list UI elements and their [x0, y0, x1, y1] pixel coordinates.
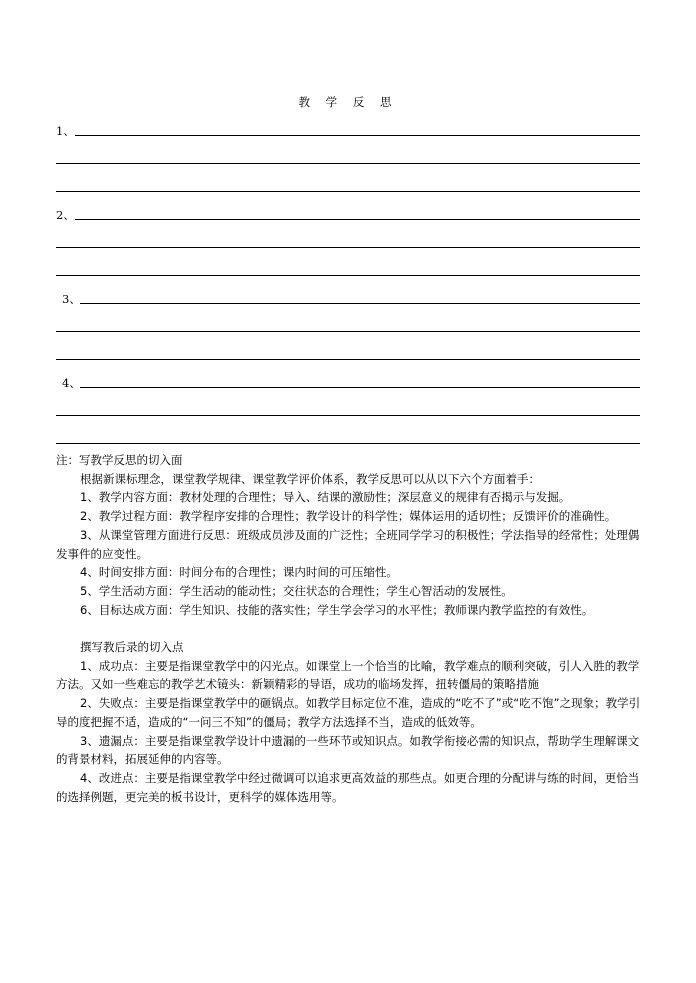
answer-line[interactable] — [56, 443, 640, 444]
answer-line[interactable] — [80, 387, 640, 388]
answer-line[interactable] — [56, 331, 640, 332]
answer-line[interactable] — [75, 135, 640, 136]
answer-line[interactable] — [56, 247, 640, 248]
item-number-1: 1、 — [56, 124, 75, 138]
item-number-4: 4、 — [62, 376, 81, 390]
spacer — [56, 619, 644, 638]
reflection-point: 6、目标达成方面：学生知识、技能的落实性；学生学会学习的水平性；教师课内教学监控的有效性。 — [80, 602, 594, 617]
item-number-2: 2、 — [56, 208, 75, 222]
answer-line[interactable] — [56, 275, 640, 276]
answer-line[interactable] — [56, 163, 640, 164]
notes-heading: 注：写教学反思的切入面 — [56, 453, 183, 467]
notes-intro: 根据新课标理念，课堂教学规律、课堂教学评价体系，教学反思可以从以下六个方面着手： — [80, 471, 540, 486]
reflection-point: 5、学生活动方面：学生活动的能动性；交往状态的合理性；学生心智活动的发展性。 — [80, 583, 513, 598]
reflection-point: 4、时间安排方面：时间分布的合理性；课内时间的可压缩性。 — [80, 565, 398, 580]
answer-line[interactable] — [80, 303, 640, 304]
postlesson-point: 2、失败点：主要是指课堂教学中的砸锅点。如教学目标定位不准，造成的“吃不了”或“吃不饱”之现象；教学引导的度把握不适，造成的“一问三不知”的僵局；教学方法选择不当，造成的低效等。 — [56, 696, 641, 729]
postlesson-point: 1、成功点：主要是指课堂教学中的闪光点。如课堂上一个恰当的比喻，教学难点的顺利突破，引人入胜的教学方法。又如一些难忘的教学艺术镜头：新颖精彩的导语，成功的临场发挥，扭转僵局的策略措施 — [56, 658, 640, 692]
answer-line[interactable] — [56, 191, 640, 192]
answer-line[interactable] — [56, 359, 640, 360]
notes-section — [56, 451, 644, 806]
notes-heading-2: 撰写教后录的切入点 — [80, 640, 184, 655]
item-number-3: 3、 — [62, 292, 81, 306]
reflection-point: 1、教学内容方面：教材处理的合理性；导入、结课的激励性；深层意义的规律有否揭示与发掘。 — [80, 490, 571, 505]
postlesson-point: 3、遗漏点：主要是指课堂教学设计中遗漏的一些环节或知识点。如教学衔接必需的知识点，帮助学生理解课文的背景材料，拓展延伸的内容等。 — [56, 733, 640, 767]
reflection-point: 2、教学过程方面：教学程序安排的合理性；教学设计的科学性；媒体运用的适切性；反馈评价的准确性。 — [80, 509, 617, 524]
answer-line[interactable] — [75, 219, 640, 220]
reflection-point: 3、从课堂管理方面进行反思：班级成员涉及面的广泛性；全班同学学习的积极性；学法指导的经常性；处理偶发事件的应变性。 — [56, 527, 640, 561]
answer-line[interactable] — [56, 415, 640, 416]
page-title: 教 学 反 思 — [298, 95, 398, 109]
postlesson-point: 4、改进点：主要是指课堂教学中经过微调可以追求更高效益的那些点。如更合理的分配讲与练的时间，更恰当的选择例题，更完美的板书设计，更科学的媒体选用等。 — [56, 770, 640, 804]
